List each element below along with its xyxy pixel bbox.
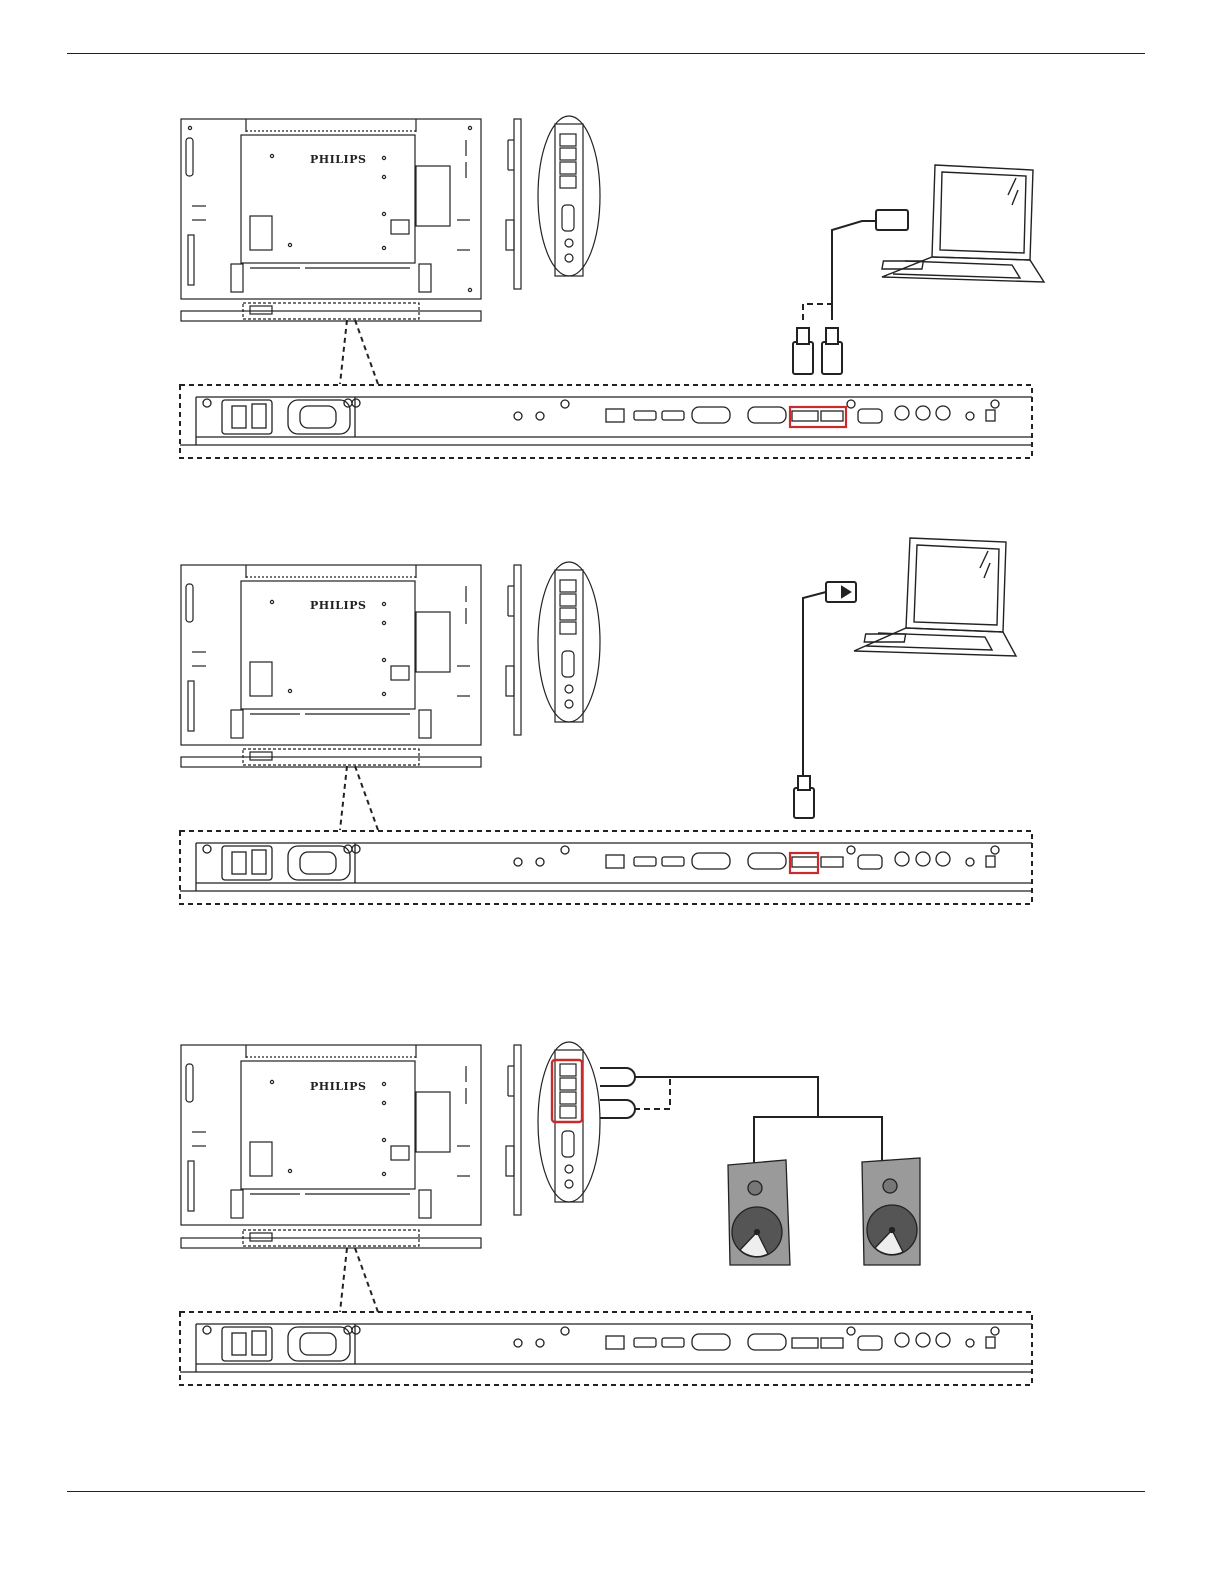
zoom-lines <box>340 1248 378 1312</box>
hdmi-connection-diagram <box>0 110 1224 470</box>
figure-speaker-connection <box>0 1010 1224 1390</box>
displayport-cable <box>794 582 856 818</box>
bottom-rule <box>67 1491 1145 1492</box>
monitor-bottom-view <box>181 1230 481 1248</box>
brand-logo: PHILIPS <box>310 1080 367 1093</box>
displayport-connection-diagram <box>0 530 1224 910</box>
monitor-side-view <box>506 116 600 289</box>
monitor-back-panel-icon <box>181 119 481 299</box>
top-rule <box>67 53 1145 54</box>
displayport-in-highlight <box>790 853 818 873</box>
io-panel-zoom <box>180 385 1032 458</box>
speaker-icon <box>728 1160 790 1265</box>
monitor-side-view <box>506 562 600 735</box>
laptop-icon <box>854 538 1016 656</box>
monitor-back-panel-icon <box>181 1045 481 1225</box>
monitor-back-panel-icon <box>181 565 481 745</box>
speaker-connection-diagram <box>0 1010 1224 1390</box>
zoom-lines <box>340 320 378 384</box>
monitor-bottom-view <box>181 749 481 767</box>
figure-displayport-connection <box>0 530 1224 910</box>
monitor-bottom-view <box>181 303 481 321</box>
speaker-terminals-highlight <box>552 1060 582 1122</box>
brand-logo: PHILIPS <box>310 153 367 166</box>
io-panel-zoom <box>180 831 1032 904</box>
io-panel-zoom <box>180 1312 1032 1385</box>
brand-logo: PHILIPS <box>310 599 367 612</box>
speaker-cable <box>600 1068 882 1164</box>
hdmi-cable <box>793 210 908 374</box>
speaker-icon <box>862 1158 920 1265</box>
figure-hdmi-connection <box>0 110 1224 470</box>
zoom-lines <box>340 766 378 830</box>
